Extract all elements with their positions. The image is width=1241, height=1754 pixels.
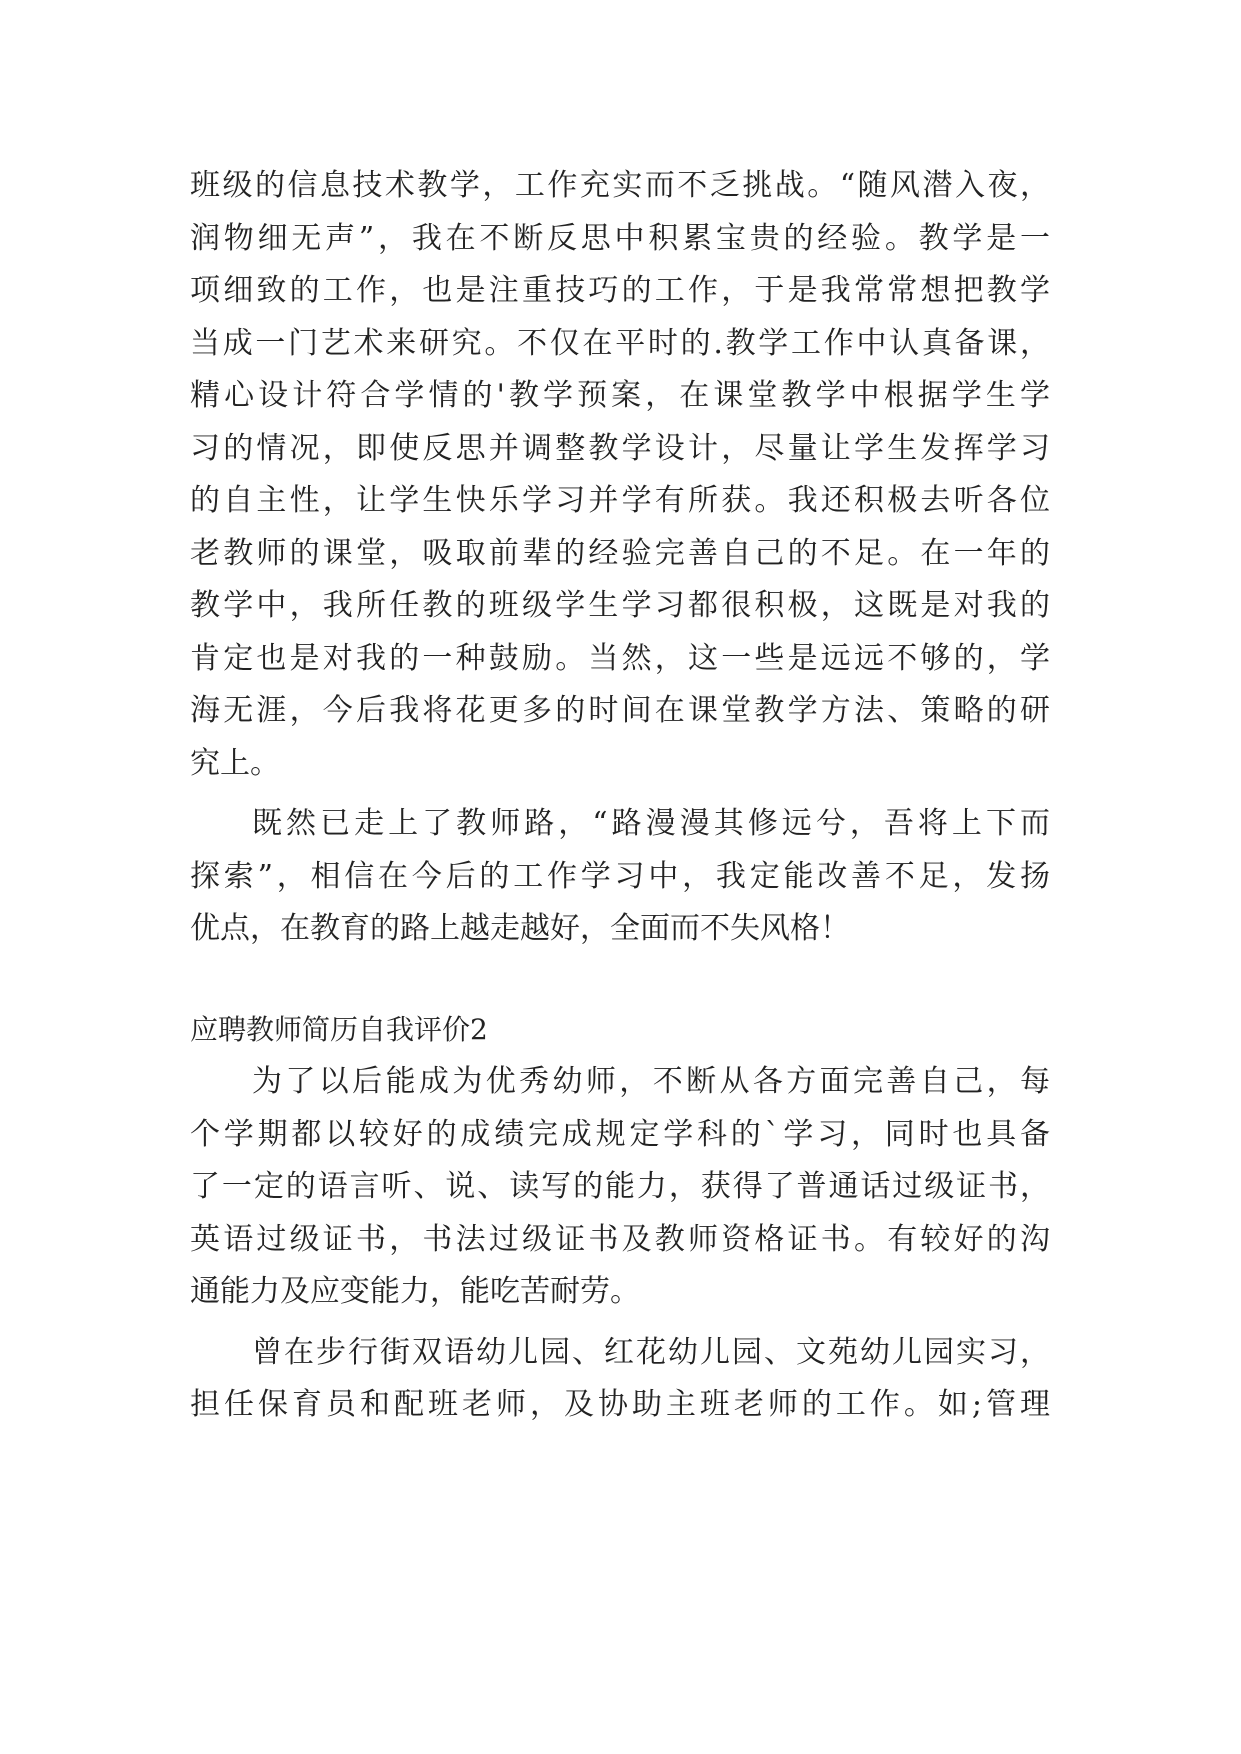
text-line: 项细致的工作，也是注重技巧的工作，于是我常常想把教学 — [190, 273, 1050, 308]
paragraph-teacher-path — [190, 798, 1050, 956]
paragraph-internship — [190, 1327, 1050, 1432]
text-line: 当成一门艺术来研究。不仅在平时的.教学工作中认真备课， — [190, 325, 1050, 361]
text-line: 曾在步行街双语幼儿园、红花幼儿园、文苑幼儿园实习， — [252, 1334, 1050, 1370]
document-body — [190, 160, 1050, 1432]
text-line: 教学中，我所任教的班级学生学习都很积极，这既是对我的 — [190, 588, 1050, 623]
text-line: 为了以后能成为优秀幼师，不断从各方面完善自己，每 — [252, 1064, 1050, 1099]
text-line: 精心设计符合学情的'教学预案，在课堂教学中根据学生学 — [190, 378, 1050, 413]
text-line: 润物细无声”，我在不断反思中积累宝贵的经验。教学是一 — [190, 220, 1050, 256]
text-line: 担任保育员和配班老师，及协助主班老师的工作。如;管理 — [190, 1387, 1050, 1422]
text-line: 的自主性，让学生快乐学习并学有所获。我还积极去听各位 — [190, 483, 1050, 518]
text-line: 习的情况，即使反思并调整教学设计，尽量让学生发挥学习 — [190, 430, 1050, 466]
text-line: 优点，在教育的路上越走越好，全面而不失风格！ — [190, 911, 850, 946]
text-line: 班级的信息技术教学，工作充实而不乏挑战。“随风潜入夜， — [190, 168, 1050, 203]
text-line: 肯定也是对我的一种鼓励。当然，这一些是远远不够的，学 — [190, 640, 1050, 676]
text-line: 个学期都以较好的成绩完成规定学科的`学习，同时也具备 — [190, 1116, 1050, 1152]
text-line: 海无涯，今后我将花更多的时间在课堂教学方法、策略的研 — [190, 693, 1050, 728]
text-line: 探索”，相信在今后的工作学习中，我定能改善不足，发扬 — [190, 858, 1050, 894]
text-line: 既然已走上了教师路，“路漫漫其修远兮，吾将上下而 — [252, 806, 1050, 841]
paragraph-teaching-reflection — [190, 160, 1050, 790]
text-line: 通能力及应变能力，能吃苦耐劳。 — [190, 1274, 640, 1309]
text-line: 了一定的语言听、说、读写的能力，获得了普通话过级证书， — [190, 1169, 1050, 1204]
section-heading: 应聘教师简历自我评价2 — [190, 1012, 488, 1046]
text-line: 老教师的课堂，吸取前辈的经验完善自己的不足。在一年的 — [190, 535, 1050, 571]
paragraph-self-improvement — [190, 1056, 1050, 1319]
text-line: 究上。 — [190, 745, 280, 781]
text-line: 英语过级证书，书法过级证书及教师资格证书。有较好的沟 — [190, 1221, 1050, 1257]
